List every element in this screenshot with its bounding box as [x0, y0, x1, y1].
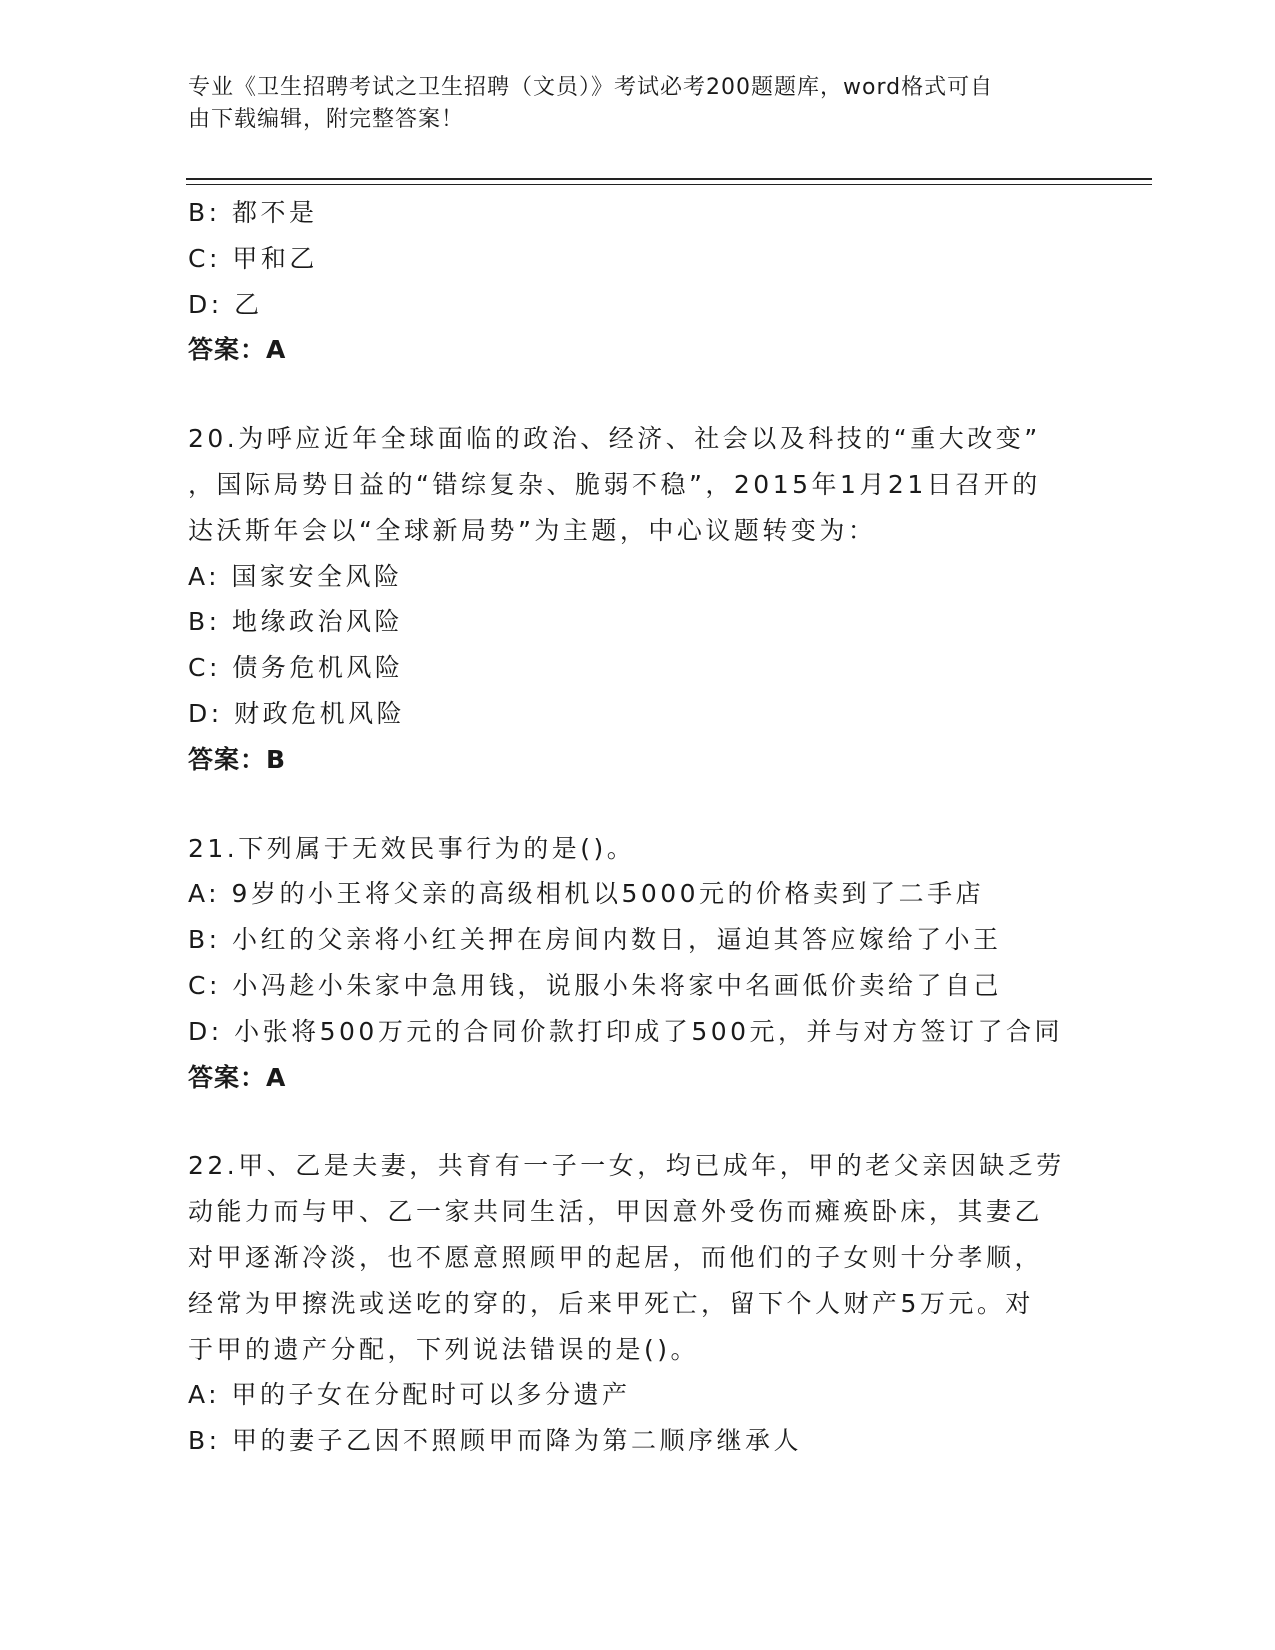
option-d: D: 小张将500万元的合同价款打印成了500元，并与对方签订了合同 — [188, 1016, 1064, 1046]
option-a: A: 国家安全风险 — [188, 561, 403, 591]
question-stem-line: 于甲的遗产分配，下列说法错误的是()。 — [188, 1334, 700, 1364]
question-22 — [188, 1143, 1088, 1464]
question-stem-line: 经常为甲擦洗或送吃的穿的，后来甲死亡，留下个人财产5万元。对 — [188, 1288, 1034, 1318]
header-divider-thin — [186, 184, 1152, 185]
header-line-2: 由下载编辑，附完整答案！ — [188, 107, 465, 132]
option-c: C: 甲和乙 — [188, 243, 318, 273]
question-20 — [188, 416, 1088, 782]
header-divider-thick — [186, 178, 1152, 180]
question-19-tail — [188, 190, 1088, 373]
option-d: D: 乙 — [188, 289, 263, 319]
option-a: A: 9岁的小王将父亲的高级相机以5000元的价格卖到了二手店 — [188, 879, 985, 909]
question-spacer — [188, 373, 1088, 416]
option-d: D: 财政危机风险 — [188, 698, 406, 728]
question-stem-line: 达沃斯年会以“全球新局势”为主题，中心议题转变为： — [188, 515, 877, 545]
question-stem-line: 20.为呼应近年全球面临的政治、经济、社会以及科技的“重大改变” — [188, 424, 1041, 454]
option-b: B: 甲的妻子乙因不照顾甲而降为第二顺序继承人 — [188, 1426, 803, 1456]
option-b: B: 小红的父亲将小红关押在房间内数日，逼迫其答应嫁给了小王 — [188, 925, 1002, 955]
question-spacer — [188, 783, 1088, 826]
option-b: B: 地缘政治风险 — [188, 607, 404, 637]
question-stem-line: 22.甲、乙是夫妻，共育有一子一女，均已成年，甲的老父亲因缺乏劳 — [188, 1151, 1065, 1181]
question-stem-line: ，国际局势日益的“错综复杂、脆弱不稳”，2015年1月21日召开的 — [188, 469, 1041, 499]
option-c: C: 小冯趁小朱家中急用钱，说服小朱将家中名画低价卖给了自己 — [188, 970, 1002, 1000]
option-c: C: 债务危机风险 — [188, 653, 404, 683]
question-stem-line: 对甲逐渐冷淡，也不愿意照顾甲的起居，而他们的子女则十分孝顺， — [188, 1242, 1044, 1272]
question-list — [188, 190, 1088, 1464]
document-header — [188, 72, 1068, 136]
question-stem-line: 21.下列属于无效民事行为的是()。 — [188, 833, 636, 863]
question-21 — [188, 826, 1088, 1101]
option-a: A: 甲的子女在分配时可以多分遗产 — [188, 1380, 631, 1410]
answer-label: 答案：B — [188, 744, 287, 774]
question-spacer — [188, 1100, 1088, 1143]
question-stem-line: 动能力而与甲、乙一家共同生活，甲因意外受伤而瘫痪卧床，其妻乙 — [188, 1197, 1044, 1227]
option-b: B: 都不是 — [188, 198, 318, 227]
answer-label: 答案：A — [188, 1062, 287, 1092]
header-line-1: 专业《卫生招聘考试之卫生招聘（文员）》考试必考200题题库，word格式可自 — [188, 75, 994, 100]
answer-label: 答案：A — [188, 335, 287, 365]
